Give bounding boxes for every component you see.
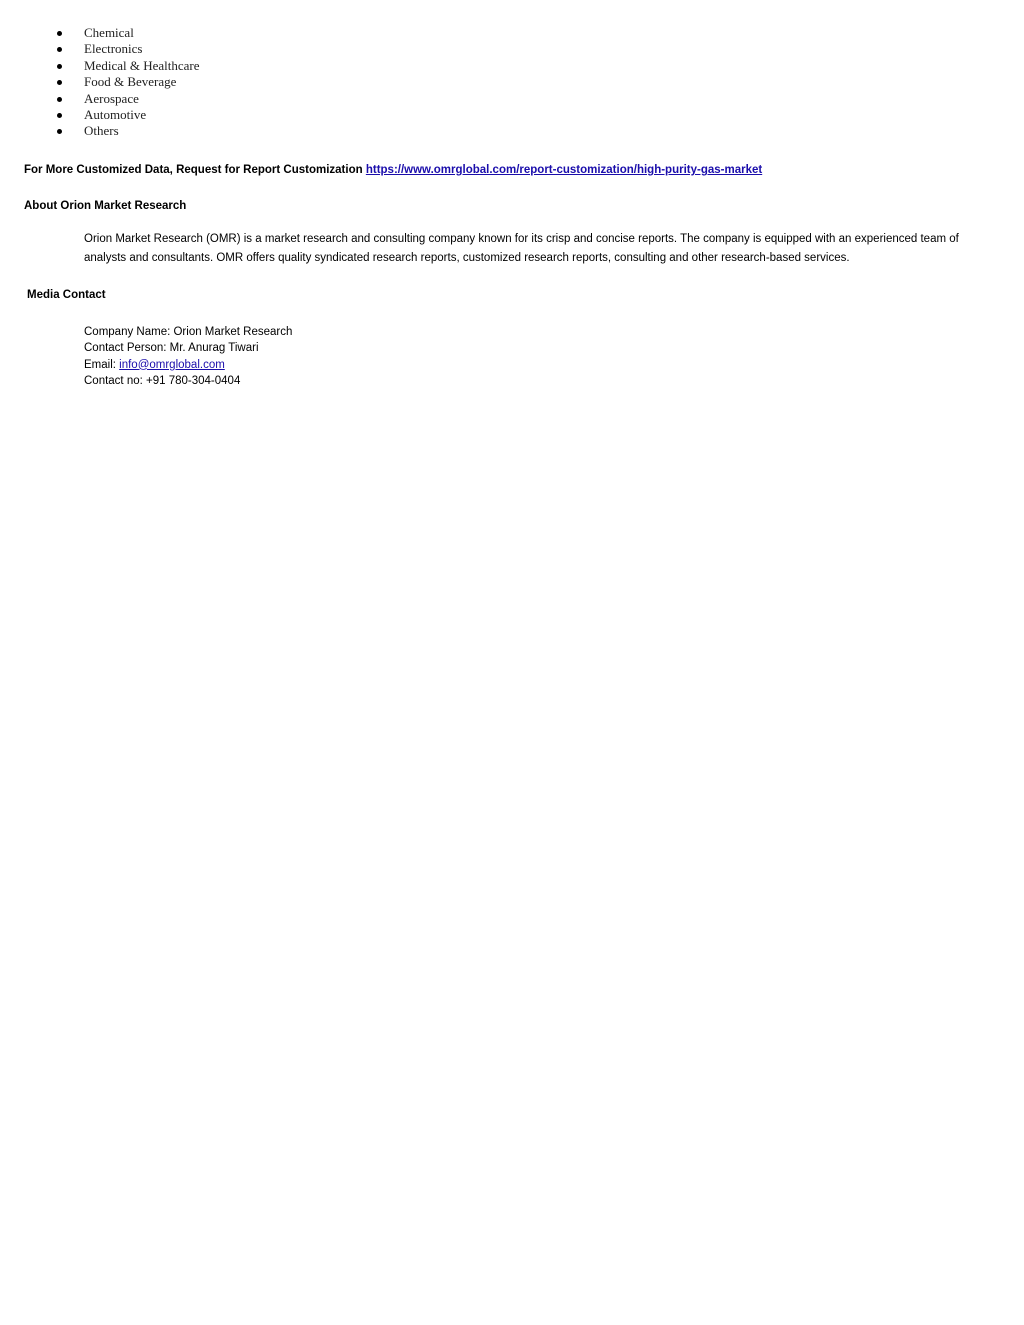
media-contact-heading: Media Contact (27, 289, 106, 301)
list-item (55, 123, 200, 139)
list-item (55, 25, 200, 41)
bullet-icon (57, 97, 62, 102)
list-item-label: Medical & Healthcare (84, 57, 200, 73)
list-item (55, 74, 200, 90)
list-item-label: Aerospace (84, 90, 139, 106)
list-item-label: Electronics (84, 41, 143, 57)
bullet-icon (57, 113, 62, 118)
bullet-icon (57, 129, 62, 134)
bullet-icon (57, 31, 62, 36)
email-link[interactable]: info@omrglobal.com (119, 358, 225, 371)
about-heading: About Orion Market Research (24, 200, 187, 212)
customization-request (24, 162, 762, 178)
list-item (55, 107, 200, 123)
email-label: Email: (84, 358, 120, 371)
person-line (84, 340, 292, 356)
bullet-icon (57, 47, 62, 52)
company-name: Orion Market Research (173, 326, 293, 338)
company-line (84, 324, 292, 340)
phone-number: +91 780-304-0404 (146, 374, 241, 387)
industry-list (55, 25, 200, 140)
list-item (55, 41, 200, 57)
list-item-label: Chemical (84, 25, 134, 40)
bullet-icon (57, 80, 62, 85)
list-item-label: Food & Beverage (84, 74, 177, 90)
list-item-label: Others (84, 123, 119, 139)
email-line (84, 357, 292, 373)
phone-line (84, 373, 292, 389)
about-paragraph: Orion Market Research (OMR) is a market research and consulting company known for its crisp and concise reports. The company is equipped with an experienced team of analysts and consultants. OMR offers quality syndicated research reports, customized research reports, consulting and other research-based services. (84, 233, 959, 264)
phone-label: Contact no: (84, 374, 147, 387)
customization-label: For More Customized Data, Request for Report Customization (24, 164, 363, 176)
contact-person: Mr. Anurag Tiwari (169, 342, 259, 355)
customization-link[interactable]: https://www.omrglobal.com/report-customization/high-purity-gas-market (365, 164, 763, 176)
contact-details (84, 324, 292, 389)
list-item-label: Automotive (84, 106, 147, 122)
list-item (55, 58, 200, 74)
list-item (55, 91, 200, 107)
bullet-icon (57, 64, 62, 69)
person-label: Contact Person: (84, 342, 170, 355)
company-label: Company Name: (84, 326, 174, 338)
